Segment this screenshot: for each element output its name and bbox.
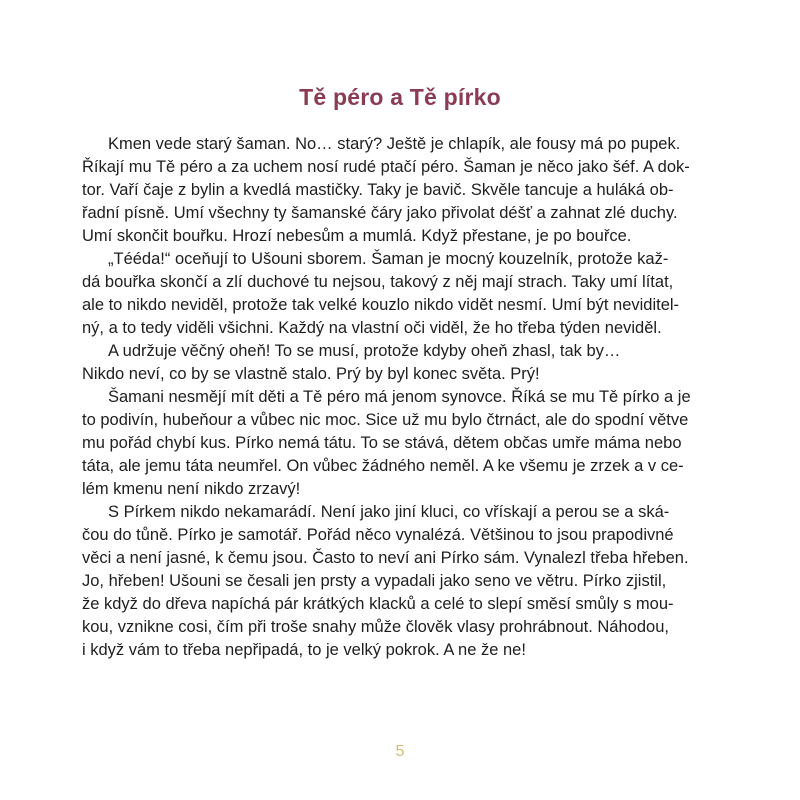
text-line: Jo, hřeben! Ušouni se česali jen prsty a vypadali jako seno ve větru. Pírko zjistil, (82, 572, 667, 590)
text-line: věci a není jasné, k čemu jsou. Často to neví ani Pírko sám. Vynalezl třeba hřeben. (82, 549, 689, 567)
text-line: Kmen vede starý šaman. No… starý? Ještě je chlapík, ale fousy má po pupek. (108, 135, 681, 153)
text-line: dá bouřka skončí a zlí duchové tu nejsou, takový z něj mají strach. Taky umí lítat, (82, 273, 674, 291)
paragraph (82, 340, 730, 386)
text-line: lém kmenu není nikdo zrzavý! (82, 480, 301, 498)
text-line: „Tééda!“ oceňují to Ušouni sborem. Šaman je mocný kouzelník, protože kaž- (108, 250, 669, 268)
text-line: čou do tůně. Pírko je samotář. Pořád něco vynalézá. Většinou to jsou prapodivné (82, 526, 674, 544)
text-line: i když vám to třeba nepřipadá, to je velký pokrok. A ne že ne! (82, 641, 526, 659)
chapter-title: Tě péro a Tě pírko (299, 84, 501, 110)
body-text (82, 133, 730, 662)
text-line: Šamani nesmějí mít děti a Tě péro má jenom synovce. Říká se mu Tě pírko a je (108, 388, 691, 406)
text-line: kou, vznikne cosi, čím při troše snahy může člověk vlasy prohrábnout. Náhodou, (82, 618, 669, 636)
text-line: ale to nikdo neviděl, protože tak velké kouzlo nikdo vidět nesmí. Umí být neviditel- (82, 296, 680, 314)
text-line: řadní písně. Umí všechny ty šamanské čáry jako přivolat déšť a zahnat zlé duchy. (82, 204, 678, 222)
text-line: to podivín, hubeňour a vůbec nic moc. Sice už mu bylo čtrnáct, ale do spodní větve (82, 411, 689, 429)
text-line: A udržuje věčný oheň! To se musí, protože kdyby oheň zhasl, tak by… (108, 342, 621, 360)
text-line: Říkají mu Tě péro a za uchem nosí rudé ptačí péro. Šaman je něco jako šéf. A dok- (82, 158, 690, 176)
text-line: ný, a to tedy viděli všichni. Každý na vlastní oči viděl, že ho třeba týden neviděl. (82, 319, 662, 337)
text-line: Umí skončit bouřku. Hrozí nebesům a mumlá. Když přestane, je po bouřce. (82, 227, 632, 245)
paragraph (82, 133, 730, 248)
page-number: 5 (395, 743, 405, 760)
paragraph (82, 248, 730, 340)
text-line: S Pírkem nikdo nekamarádí. Není jako jiní kluci, co vřískají a perou se a ská- (108, 503, 670, 521)
paragraph (82, 501, 730, 662)
text-line: že když do dřeva napíchá pár krátkých klacků a celé to slepí směsí smůly s mou- (82, 595, 674, 613)
paragraph (82, 386, 730, 501)
text-line: tor. Vaří čaje z bylin a kvedlá mastičky. Taky je bavič. Skvěle tancuje a huláká ob- (82, 181, 674, 199)
text-line: Nikdo neví, co by se vlastně stalo. Prý by byl konec světa. Prý! (82, 365, 540, 383)
text-line: mu pořád chybí kus. Pírko nemá tátu. To se stává, dětem občas umře máma nebo (82, 434, 682, 452)
text-line: táta, ale jemu táta neumřel. On vůbec žádného neměl. A ke všemu je zrzek a v ce- (82, 457, 684, 475)
